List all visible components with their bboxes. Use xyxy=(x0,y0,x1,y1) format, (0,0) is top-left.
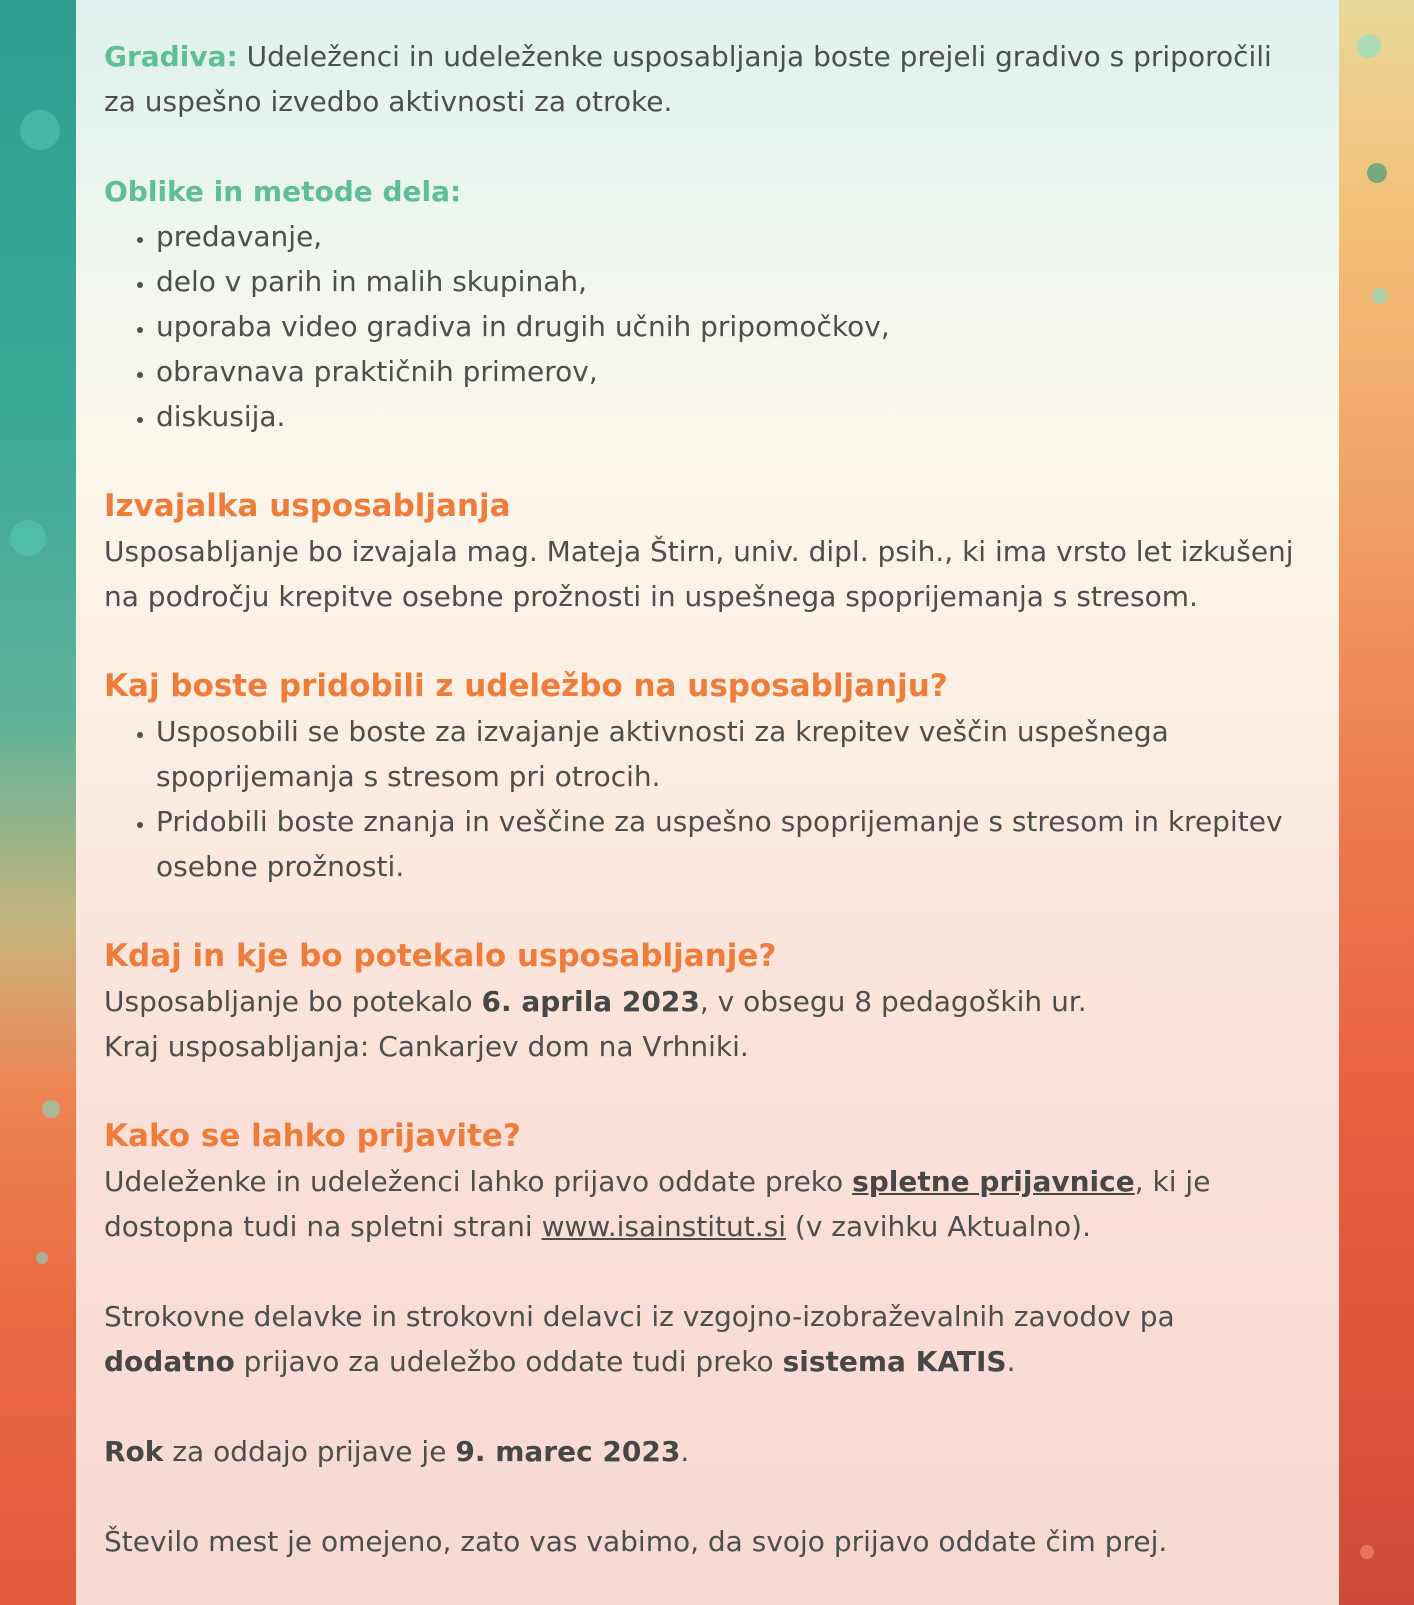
kdaj-line-1 xyxy=(104,979,1309,1024)
rok-text: Rok xyxy=(104,1435,164,1468)
kdaj-line-2: Kraj usposabljanja: Cankarjev dom na Vrhniki. xyxy=(104,1030,749,1063)
prijava-text: , ki je dostopna tudi na spletni strani xyxy=(104,1165,1211,1243)
katis-text: sistema KATIS xyxy=(782,1345,1007,1378)
decorative-dot xyxy=(1372,288,1388,304)
list-item: • predavanje, xyxy=(156,214,1309,259)
prijava-text: Strokovne delavke in strokovni delavci iz vzgojno-izobraževalnih zavodov pa xyxy=(104,1300,1175,1333)
list-item: • obravnava praktičnih primerov, xyxy=(156,349,1309,394)
list-item: • delo v parih in malih skupinah, xyxy=(156,259,1309,304)
prijava-paragraph-3 xyxy=(104,1429,1309,1474)
background-right xyxy=(1334,0,1414,1605)
decorative-dot xyxy=(20,110,60,150)
oblike-heading: Oblike in metode dela: xyxy=(104,175,462,208)
decorative-dot xyxy=(1360,1545,1374,1559)
izvajalka-heading: Izvajalka usposabljanja xyxy=(104,488,511,524)
list-item: • Usposobili se boste za izvajanje aktivnosti za krepitev veščin uspešnega spoprijemanja s stresom pri otrocih. xyxy=(156,709,1309,799)
decorative-dot xyxy=(10,520,46,556)
list-item: • uporaba video gradiva in drugih učnih pripomočkov, xyxy=(156,304,1309,349)
list-item: • diskusija. xyxy=(156,394,1309,439)
prijava-paragraph-2 xyxy=(104,1294,1309,1384)
prijava-text: prijavo za udeležbo oddate tudi preko xyxy=(234,1345,783,1378)
oblike-list xyxy=(104,214,1309,439)
kdaj-text: Usposabljanje bo potekalo xyxy=(104,985,482,1018)
decorative-dot xyxy=(36,1252,48,1264)
gradiva-paragraph xyxy=(104,34,1309,124)
content-panel xyxy=(76,0,1339,1605)
spletne-prijavnice-link[interactable]: spletne prijavnice xyxy=(852,1165,1135,1198)
prijava-paragraph-4: Število mest je omejeno, zato vas vabimo, da svojo prijavo oddate čim prej. xyxy=(104,1525,1168,1558)
prijava-paragraph-1 xyxy=(104,1159,1309,1249)
izvajalka-text: Usposabljanje bo izvajala mag. Mateja Štirn, univ. dipl. psih., ki ima vrsto let izkušenj na področju krepitve osebne prožnosti in uspešnega spoprijemanja s stresom. xyxy=(104,535,1294,613)
prijava-text: Udeleženke in udeleženci lahko prijavo oddate preko xyxy=(104,1165,853,1198)
kdaj-heading: Kdaj in kje bo potekalo usposabljanje? xyxy=(104,938,777,974)
prijava-text: . xyxy=(1006,1345,1016,1378)
prijava-text: . xyxy=(680,1435,690,1468)
prijava-text: (v zavihku Aktualno). xyxy=(786,1210,1091,1243)
list-item: • Pridobili boste znanja in veščine za uspešno spoprijemanje s stresom in krepitev osebne prožnosti. xyxy=(156,799,1309,889)
website-link[interactable]: www.isainstitut.si xyxy=(541,1210,787,1243)
prijava-text: za oddajo prijave je xyxy=(163,1435,456,1468)
decorative-dot xyxy=(1357,34,1381,58)
deadline-date: 9. marec 2023 xyxy=(455,1435,681,1468)
pridobili-heading: Kaj boste pridobili z udeležbo na usposabljanju? xyxy=(104,668,948,704)
background-left xyxy=(0,0,80,1605)
pridobili-list xyxy=(104,709,1309,889)
kdaj-text: , v obsegu 8 pedagoških ur. xyxy=(699,985,1087,1018)
gradiva-text: Udeleženci in udeleženke usposabljanja boste prejeli gradivo s priporočili za uspešno izvedbo aktivnosti za otroke. xyxy=(104,40,1272,118)
prijava-heading: Kako se lahko prijavite? xyxy=(104,1118,521,1154)
gradiva-label: Gradiva: xyxy=(104,40,238,73)
decorative-dot xyxy=(42,1100,60,1118)
dodatno-text: dodatno xyxy=(104,1345,235,1378)
kdaj-date: 6. aprila 2023 xyxy=(481,985,700,1018)
decorative-dot xyxy=(1367,163,1387,183)
